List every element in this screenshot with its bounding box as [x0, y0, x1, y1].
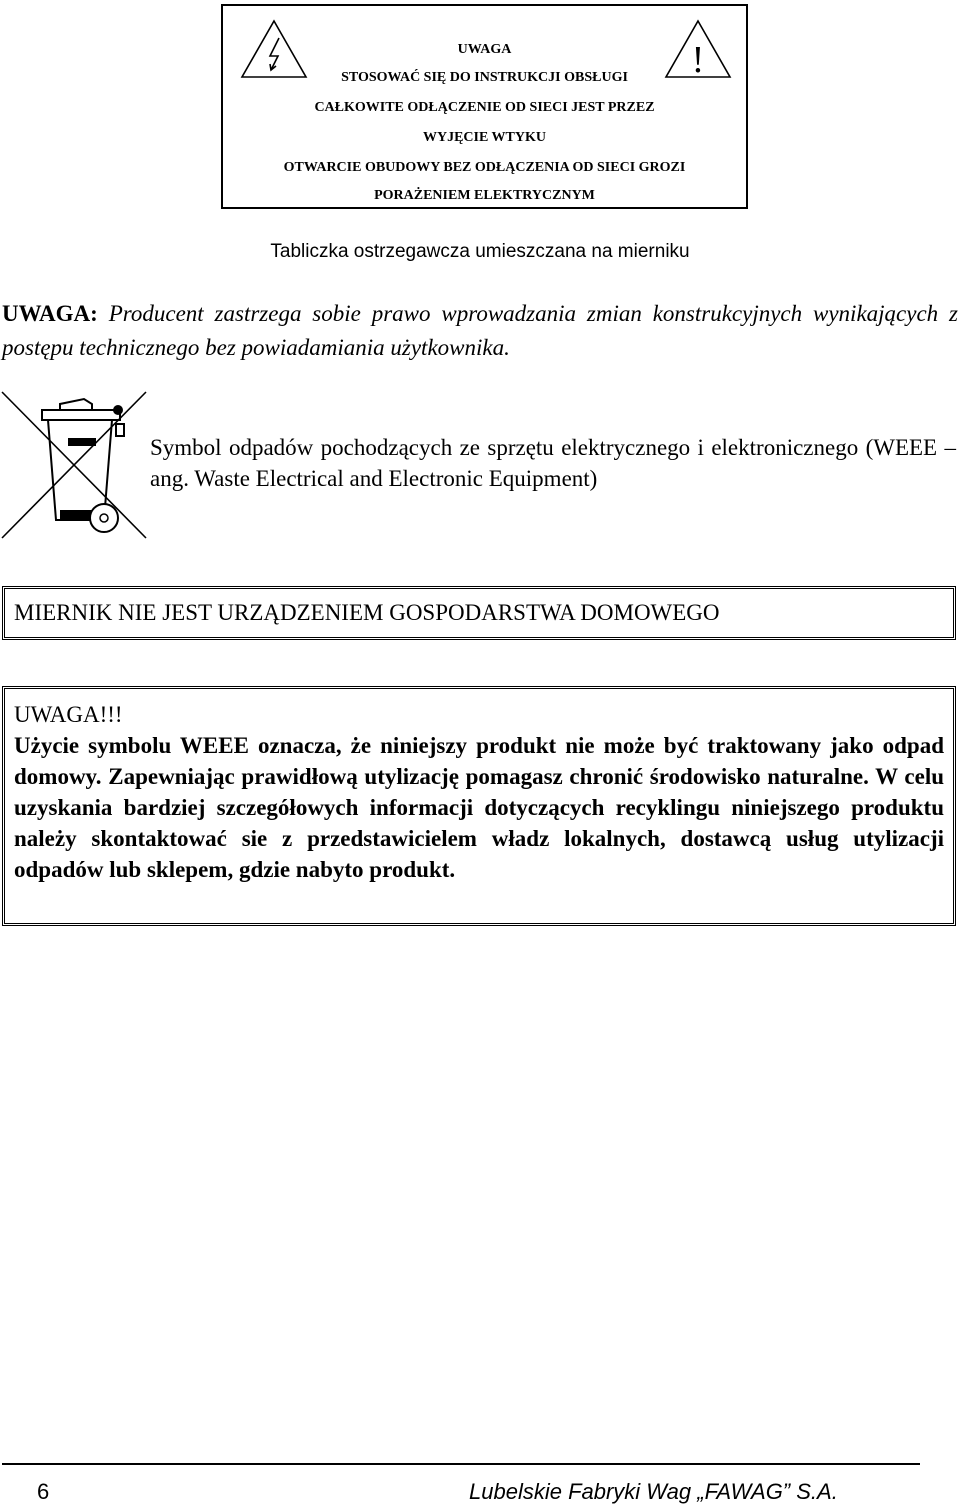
label-line-disconnect: CAŁKOWITE ODŁĄCZENIE OD SIECI JEST PRZEZ — [314, 100, 655, 115]
warning-label-plate — [221, 4, 748, 209]
notice-text: Producent zastrzega sobie prawo wprowadzania zmian konstrukcyjnych wynikających z postępu technicznego bez powiadamiania użytkownika. — [2, 301, 958, 360]
crossed-out-wheeled-bin-icon — [0, 390, 148, 540]
manufacturer-notice — [2, 297, 958, 365]
label-caption: Tabliczka ostrzegawcza umieszczana na mierniku — [270, 241, 690, 262]
warning-title: UWAGA!!! — [14, 702, 123, 727]
svg-text:!: ! — [691, 39, 705, 80]
label-line-shock: PORAŻENIEM ELEKTRYCZNYM — [374, 188, 595, 203]
notice-lead: UWAGA: — [2, 301, 98, 326]
label-line-instructions: STOSOWAĆ SIĘ DO INSTRUKCJI OBSŁUGI — [341, 70, 628, 85]
warning-body: Użycie symbolu WEEE oznacza, że niniejszy produkt nie może być traktowany jako odpad domowy. Zapewniając prawidłową utylizację pomagasz chronić środowisko naturalne. W celu uzyskania bardziej szczegółowych informacji dotyczących recyklingu niniejszego produktu należy skontaktować sie z przedstawicielem władz lokalnych, dostawcą usług utylizacji odpadów lub sklepem, gdzie nabyto produkt. — [14, 733, 944, 882]
household-device-banner: MIERNIK NIE JEST URZĄDZENIEM GOSPODARSTWA DOMOWEGO — [2, 586, 956, 640]
weee-description: Symbol odpadów pochodzących ze sprzętu elektrycznego i elektronicznego (WEEE – ang. Waste Electrical and Electronic Equipment) — [150, 435, 956, 491]
label-line-plug: WYJĘCIE WTYKU — [422, 130, 547, 145]
label-line-housing: OTWARCIE OBUDOWY BEZ ODŁĄCZENIA OD SIECI GROZI — [283, 160, 686, 175]
label-line-heading: UWAGA — [457, 42, 512, 57]
footer-divider — [2, 1463, 920, 1465]
page-number: 6 — [37, 1479, 50, 1504]
weee-warning-box — [2, 686, 956, 926]
footer-company-name: Lubelskie Fabryki Wag „FAWAG” S.A. — [469, 1479, 838, 1504]
